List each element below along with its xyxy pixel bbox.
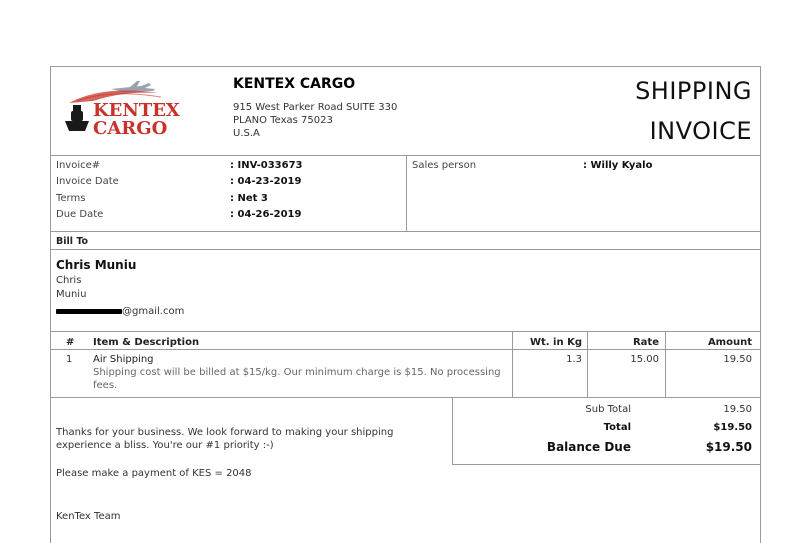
ship-icon bbox=[65, 105, 89, 131]
divider bbox=[51, 249, 760, 250]
divider bbox=[51, 349, 760, 350]
divider bbox=[51, 331, 760, 332]
row-number: 1 bbox=[66, 354, 73, 365]
col-header-item: Item & Description bbox=[93, 337, 200, 348]
invoice-date-value: : 04-23-2019 bbox=[230, 176, 302, 187]
divider bbox=[406, 155, 407, 231]
sales-person-value: : Willy Kyalo bbox=[583, 160, 653, 171]
row-weight: 1.3 bbox=[566, 354, 582, 365]
thanks-note-line1: Thanks for your business. We look forward to making your shipping bbox=[56, 427, 394, 438]
email-domain: @gmail.com bbox=[122, 306, 185, 317]
kentex-cargo-logo bbox=[63, 81, 185, 137]
bill-to-heading: Bill To bbox=[56, 236, 89, 247]
invoice-title-line2: INVOICE bbox=[649, 117, 752, 145]
row-description-line1: Shipping cost will be billed at $15/kg. Our minimum charge is $15. No processing bbox=[93, 367, 501, 378]
subtotal-value: 19.50 bbox=[723, 404, 752, 415]
invoice-number-value: : INV-033673 bbox=[230, 160, 303, 171]
total-label: Total bbox=[603, 422, 631, 433]
due-date-label: Due Date bbox=[56, 209, 104, 220]
divider bbox=[51, 397, 760, 398]
due-date-value: : 04-26-2019 bbox=[230, 209, 302, 220]
bill-to-email bbox=[56, 306, 184, 317]
thanks-note-line2: experience a bliss. You're our #1 priority :-) bbox=[56, 440, 274, 451]
balance-due-label: Balance Due bbox=[546, 440, 631, 454]
subtotal-label: Sub Total bbox=[585, 404, 631, 415]
company-address-line1: 915 West Parker Road SUITE 330 bbox=[233, 102, 398, 113]
bill-to-line1: Chris bbox=[56, 275, 82, 286]
col-header-weight: Wt. in Kg bbox=[529, 337, 582, 348]
row-description-line2: fees. bbox=[93, 380, 118, 391]
col-header-rate: Rate bbox=[632, 337, 659, 348]
total-value: $19.50 bbox=[713, 422, 752, 433]
divider bbox=[452, 397, 453, 464]
row-rate: 15.00 bbox=[630, 354, 659, 365]
company-country: U.S.A bbox=[233, 128, 260, 139]
terms-label: Terms bbox=[56, 193, 86, 204]
bill-to-name: Chris Muniu bbox=[56, 258, 137, 272]
invoice bbox=[50, 66, 761, 543]
row-item: Air Shipping bbox=[93, 354, 154, 365]
row-amount: 19.50 bbox=[723, 354, 752, 365]
payment-note: Please make a payment of KES = 2048 bbox=[56, 468, 252, 479]
divider bbox=[51, 231, 760, 232]
col-header-number: # bbox=[66, 337, 75, 348]
invoice-date-label: Invoice Date bbox=[56, 176, 119, 187]
col-header-amount: Amount bbox=[707, 337, 752, 348]
balance-due-value: $19.50 bbox=[705, 440, 752, 454]
sales-person-label: Sales person bbox=[412, 160, 477, 171]
company-name: KENTEX CARGO bbox=[233, 76, 356, 92]
invoice-title-line1: SHIPPING bbox=[635, 77, 752, 105]
logo-text-kentex: KENTEX bbox=[93, 100, 180, 121]
signoff: KenTex Team bbox=[56, 511, 121, 522]
company-address-line2: PLANO Texas 75023 bbox=[233, 115, 333, 126]
airplane-icon bbox=[111, 81, 155, 92]
bill-to-line2: Muniu bbox=[56, 289, 87, 300]
divider bbox=[452, 464, 760, 465]
logo-text-cargo: CARGO bbox=[93, 118, 168, 137]
invoice-number-label: Invoice# bbox=[56, 160, 101, 171]
terms-value: : Net 3 bbox=[230, 193, 268, 204]
email-redaction bbox=[56, 309, 122, 314]
